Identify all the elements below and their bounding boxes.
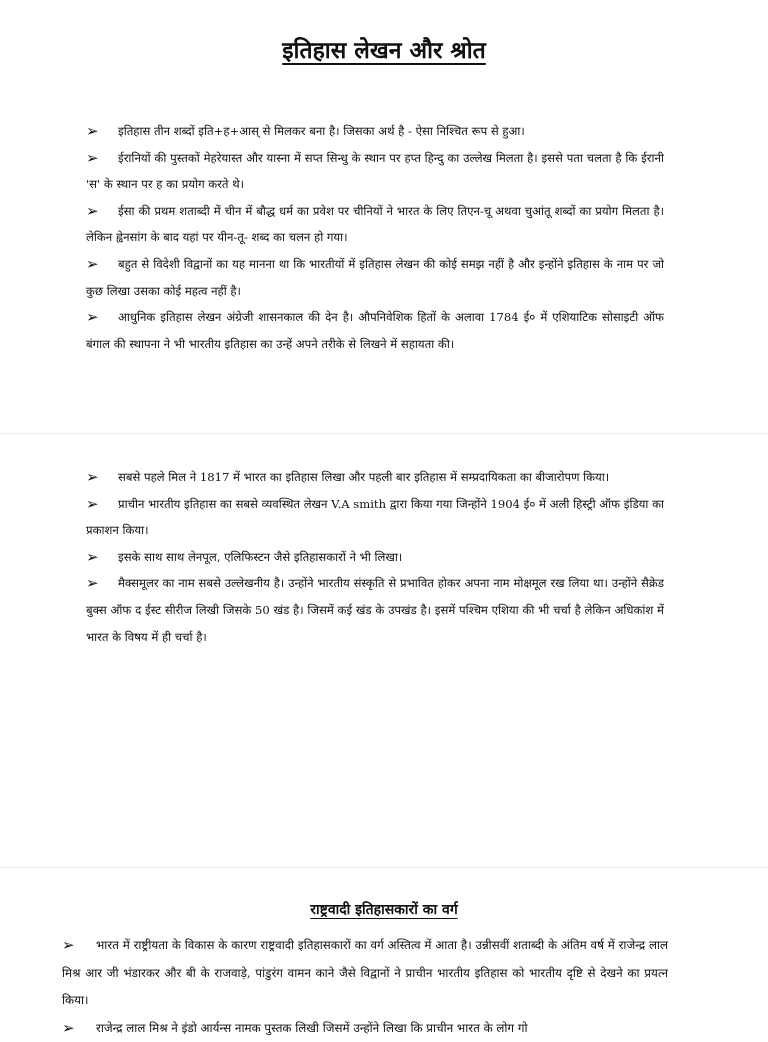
page-title: इतिहास लेखन और श्रोत <box>0 33 768 65</box>
list-item: ➢ इतिहास तीन शब्दों इति+ह+आस् से मिलकर बना है। जिसका अर्थ है - ऐसा निश्चित रूप से हुआ। <box>86 118 664 145</box>
bullet-list <box>62 932 668 1042</box>
page-3 <box>0 868 768 1024</box>
page-1 <box>0 0 768 432</box>
list-item: ➢ बहुत से विदेशी विद्वानों का यह मानना था कि भारतीयों में इतिहास लेखन की कोई समझ नहीं है और इन्होंने इतिहास के नाम पर जो कुछ लिखा उसका कोई महत्व नहीं है। <box>86 251 664 304</box>
arrow-bullet-icon: ➢ <box>86 251 99 278</box>
arrow-bullet-icon: ➢ <box>86 544 99 571</box>
list-item: ➢ भारत में राष्ट्रीयता के विकास के कारण राष्ट्रवादी इतिहासकारों का वर्ग अस्तित्व में आता है। उन्नीसवीं शताब्दी के अंतिम वर्ष में राजेन्द्र लाल मिश्र आर जी भंडारकर और बी के राजवाड़े, पांडुरंग वामन काने जैसे विद्वानों ने प्राचीन भारतीय इतिहास को भारतीय दृष्टि से देखने का प्रयत्न किया। <box>62 932 668 1015</box>
arrow-bullet-icon: ➢ <box>62 932 75 960</box>
section-heading: राष्ट्रवादी इतिहासकारों का वर्ग <box>0 900 768 919</box>
arrow-bullet-icon: ➢ <box>86 464 99 491</box>
arrow-bullet-icon: ➢ <box>86 304 99 331</box>
arrow-bullet-icon: ➢ <box>86 118 99 145</box>
list-item: ➢ प्राचीन भारतीय इतिहास का सबसे व्यवस्थित लेखन V.A smith द्वारा किया गया जिन्होंने 1904 ई० में अली हिस्ट्री ऑफ इंडिया का प्रकाशन किया। <box>86 491 664 544</box>
arrow-bullet-icon: ➢ <box>86 491 99 518</box>
arrow-bullet-icon: ➢ <box>86 145 99 172</box>
page-2 <box>0 434 768 866</box>
arrow-bullet-icon: ➢ <box>86 198 99 225</box>
list-item: ➢ राजेन्द्र लाल मिश्र ने इंडो आर्यन्स नामक पुस्तक लिखी जिसमें उन्होंने लिखा कि प्राचीन भारत के लोग गो <box>62 1015 668 1042</box>
bullet-list <box>86 464 664 650</box>
list-item: ➢ आधुनिक इतिहास लेखन अंग्रेजी शासनकाल की देन है। औपनिवेशिक हितों के अलावा 1784 ई० में एशियाटिक सोसाइटी ऑफ बंगाल की स्थापना ने भी भारतीय इतिहास का उन्हें अपने तरीके से लिखने में सहायता की। <box>86 304 664 357</box>
list-item: ➢ इसके साथ साथ लेनपूल, एलिफिस्टन जैसे इतिहासकारों ने भी लिखा। <box>86 544 664 571</box>
list-item: ➢ सबसे पहले मिल ने 1817 में भारत का इतिहास लिखा और पहली बार इतिहास में सम्प्रदायिकता का बीजारोपण किया। <box>86 464 664 491</box>
bullet-list <box>86 118 664 357</box>
arrow-bullet-icon: ➢ <box>62 1015 75 1042</box>
list-item: ➢ ईरानियों की पुस्तकों मेहरेयास्त और यास्ना में सप्त सिन्धु के स्थान पर हप्त हिन्दु का उल्लेख मिलता है। इससे पता चलता है कि ईरानी 'स' के स्थान पर ह का प्रयोग करते थे। <box>86 145 664 198</box>
list-item: ➢ मैक्समूलर का नाम सबसे उल्लेखनीय है। उन्होंने भारतीय संस्कृति से प्रभावित होकर अपना नाम मोक्षमूल रख लिया था। उन्होंने सैक्रेड बुक्स ऑफ द ईस्ट सीरीज लिखी जिसके 50 खंड है। जिसमें कई खंड के उपखंड है। इसमें पश्चिम एशिया की भी चर्चा है लेकिन अधिकांश में भारत के विषय में ही चर्चा है। <box>86 570 664 650</box>
list-item: ➢ ईसा की प्रथम शताब्दी में चीन में बौद्ध धर्म का प्रवेश पर चीनियों ने भारत के लिए तिएन-चू अथवा चुआंतू शब्दों का प्रयोग मिलता है। लेकिन ह्वेनसांग के बाद यहां पर यीन-तू- शब्द का चलन हो गया। <box>86 198 664 251</box>
arrow-bullet-icon: ➢ <box>86 570 99 597</box>
